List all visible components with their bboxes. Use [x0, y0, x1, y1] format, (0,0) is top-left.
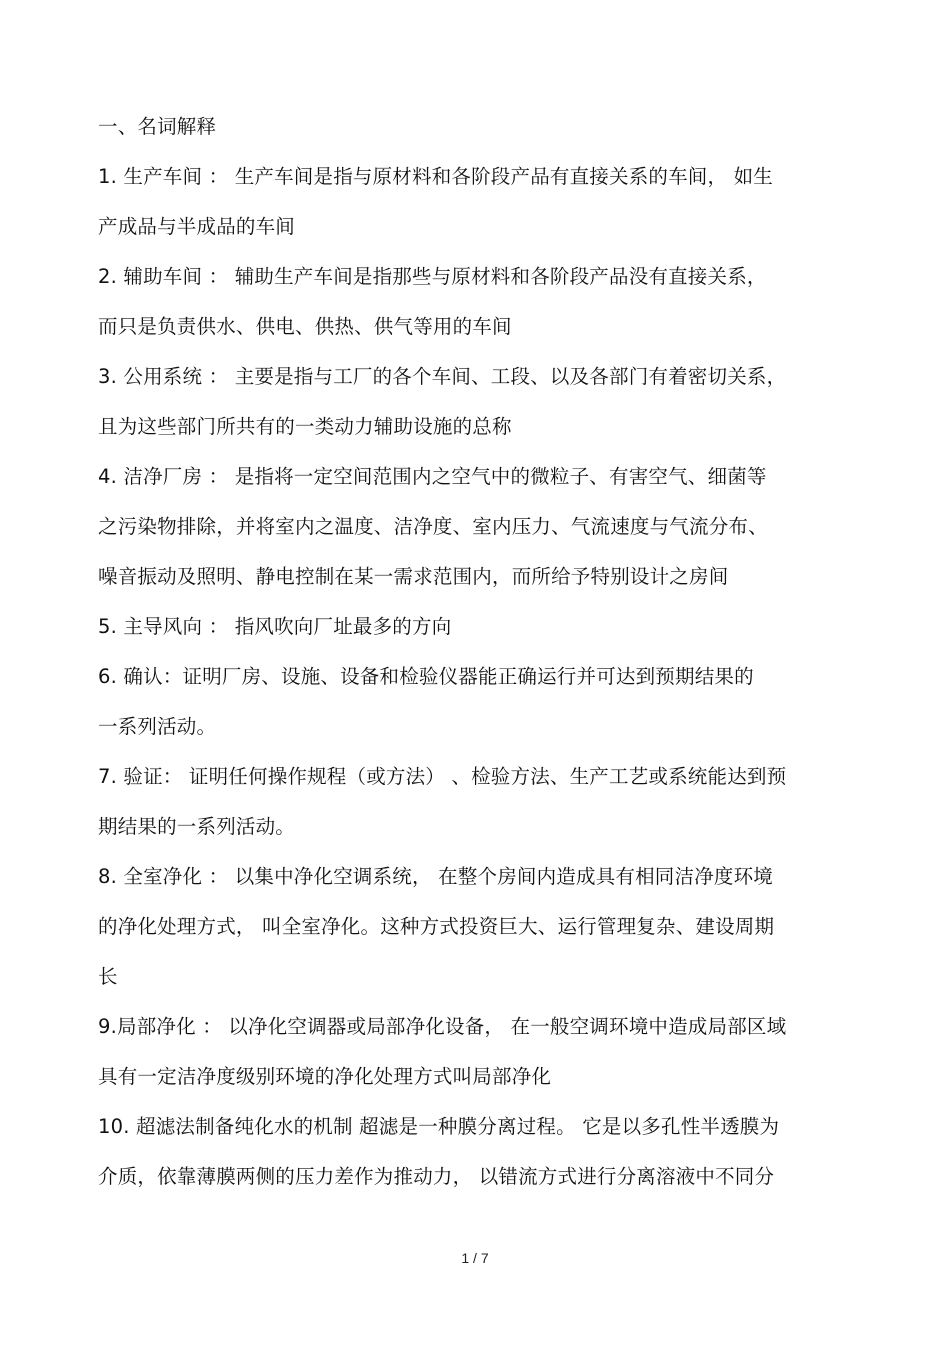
text-line: 5. 主导风向 ： 指风吹向厂址最多的方向 — [98, 615, 452, 638]
text-line: 具有一定洁净度级别环境的净化处理方式叫局部净化 — [98, 1065, 552, 1088]
text-line: 10. 超滤法制备纯化水的机制 超滤是一种膜分离过程。 它是以多孔性半透膜为 — [98, 1115, 780, 1138]
text-line: 介质，依靠薄膜两侧的压力差作为推动力， 以错流方式进行分离溶液中不同分 — [98, 1165, 775, 1188]
text-line: 8. 全室净化 ： 以集中净化空调系统， 在整个房间内造成具有相同洁净度环境 — [98, 865, 773, 888]
section-heading: 一、名词解释 — [98, 115, 217, 138]
text-line: 噪音振动及照明、静电控制在某一需求范围内，而所给予特别设计之房间 — [98, 565, 729, 588]
text-line: 3. 公用系统 ： 主要是指与工厂的各个车间、工段、以及各部门有着密切关系， — [98, 365, 787, 388]
text-line: 的净化处理方式， 叫全室净化。这种方式投资巨大、运行管理复杂、建设周期 — [98, 915, 775, 938]
text-line: 长 — [98, 965, 118, 988]
text-line: 9.局部净化 ： 以净化空调器或局部净化设备， 在一般空调环境中造成局部区域 — [98, 1015, 787, 1038]
text-line: 且为这些部门所共有的一类动力辅助设施的总称 — [98, 415, 512, 438]
text-line: 6. 确认：证明厂房、设施、设备和检验仪器能正确运行并可达到预期结果的 — [98, 665, 754, 688]
text-line: 2. 辅助车间 ： 辅助生产车间是指那些与原材料和各阶段产品没有直接关系， — [98, 265, 767, 288]
text-line: 7. 验证： 证明任何操作规程（或方法） 、检验方法、生产工艺或系统能达到预 — [98, 765, 787, 788]
text-line: 一系列活动。 — [98, 715, 217, 738]
text-line: 产成品与半成品的车间 — [98, 215, 296, 238]
text-line: 而只是负责供水、供电、供热、供气等用的车间 — [98, 315, 512, 338]
text-line: 4. 洁净厂房 ： 是指将一定空间范围内之空气中的微粒子、有害空气、细菌等 — [98, 465, 767, 488]
page-indicator: 1 / 7 — [461, 1250, 489, 1266]
text-line: 1. 生产车间 ： 生产车间是指与原材料和各阶段产品有直接关系的车间， 如生 — [98, 165, 773, 188]
text-line: 之污染物排除，并将室内之温度、洁净度、室内压力、气流速度与气流分布、 — [98, 515, 768, 538]
text-line: 期结果的一系列活动。 — [98, 815, 296, 838]
